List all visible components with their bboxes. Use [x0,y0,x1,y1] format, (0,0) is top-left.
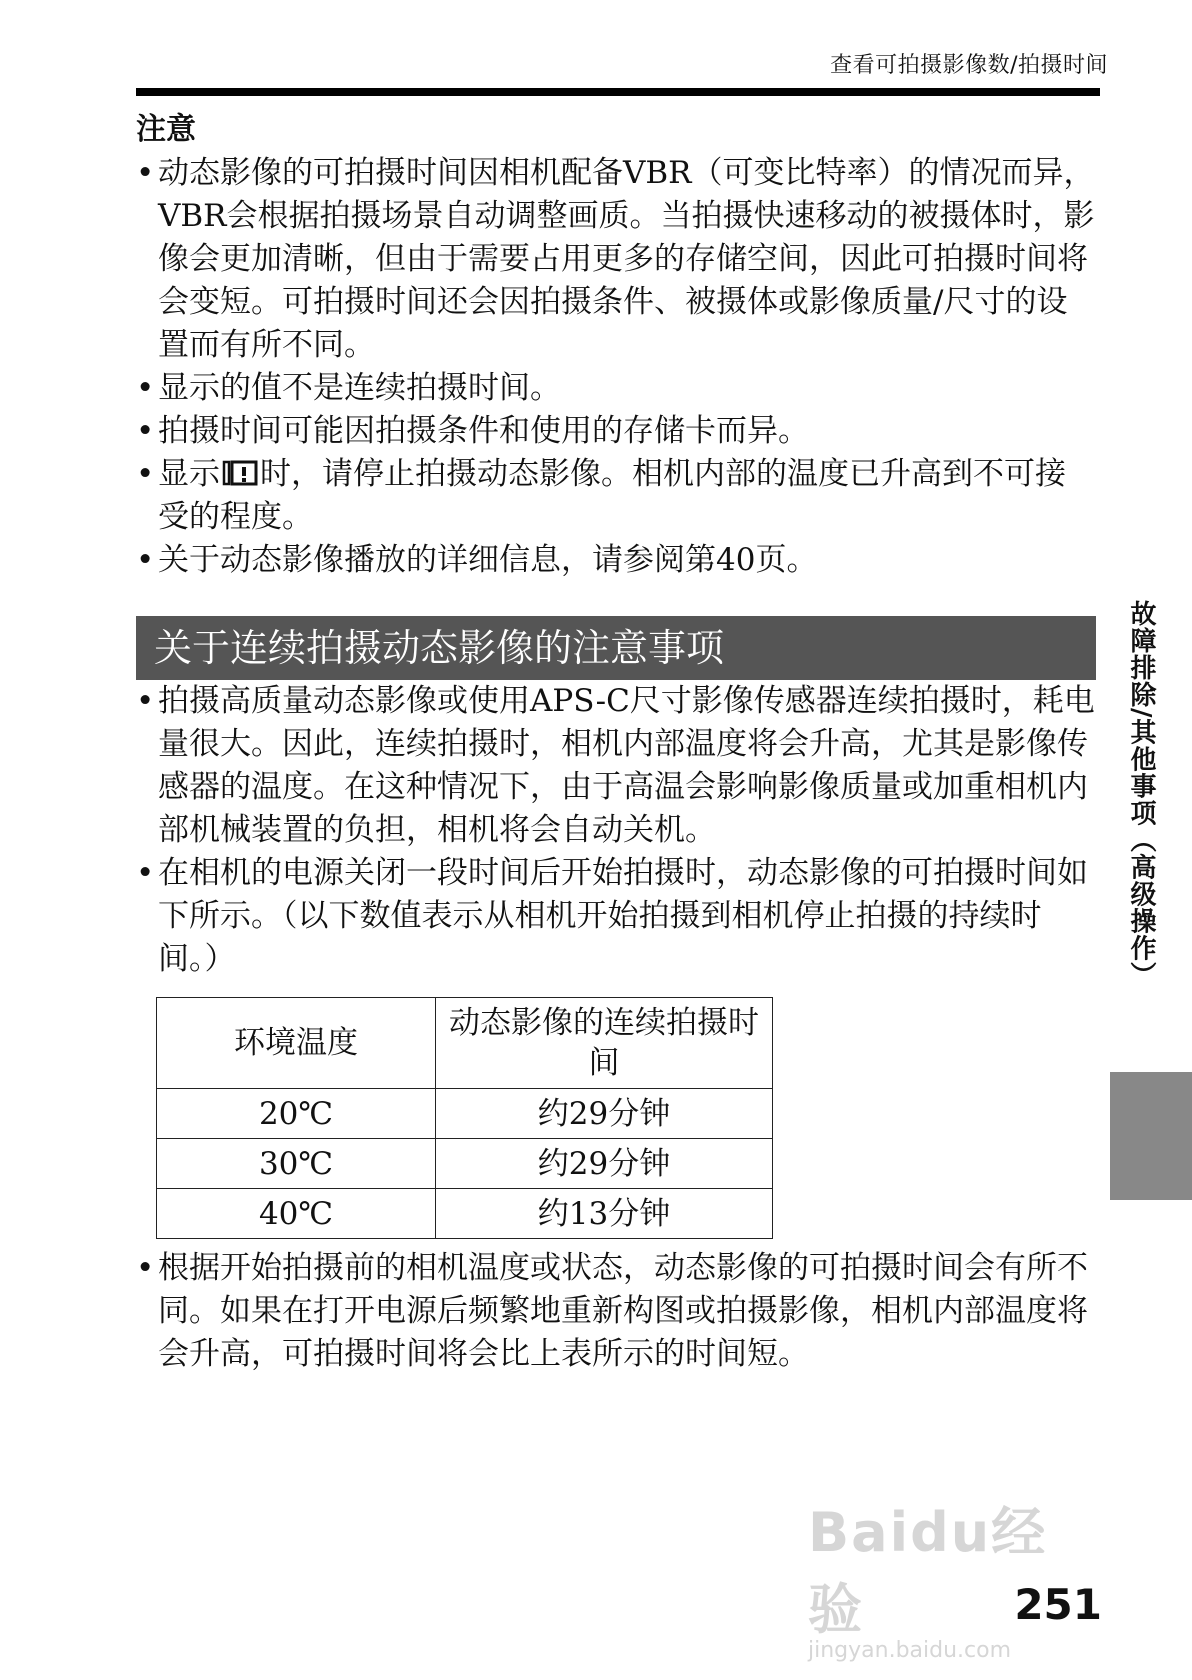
final-note-list [136,1247,1096,1376]
note-item-card-dependent: • 拍摄时间可能因拍摄条件和使用的存储卡而异。 [136,410,1096,453]
recording-time-table [156,997,773,1239]
note-item-overheat [136,453,1096,539]
table-header-row [157,998,773,1089]
table-row [157,1089,773,1139]
overheat-warning-icon [222,459,258,487]
section-item-power-consumption: • 拍摄高质量动态影像或使用APS-C尺寸影像传感器连续拍摄时，耗电量很大。因此，连续拍摄时，相机内部温度将会升高，尤其是影像传感器的温度。在这种情况下，由于高温会影响影像质量或加重相机内部机械装置的负担，相机将会自动关机。 [136,680,1096,852]
side-chapter-tab: 故障排除/其他事项（高级操作） [1126,600,1156,989]
table-cell-temperature: 40℃ [157,1189,436,1239]
table-row [157,1139,773,1189]
table-cell-temperature: 20℃ [157,1089,436,1139]
header-ambient-temperature: 环境温度 [157,998,436,1089]
section-list [136,680,1096,981]
header-rule [136,88,1100,96]
section-title-banner: 关于连续拍摄动态影像的注意事项 [136,616,1096,680]
table-cell-temperature: 30℃ [157,1139,436,1189]
running-header: 查看可拍摄影像数/拍摄时间 [830,53,1108,78]
page-content [136,110,1096,1376]
note-heading: 注意 [136,112,196,147]
note-item-playback-ref: • 关于动态影像播放的详细信息，请参阅第40页。 [136,539,1096,582]
note-item-not-continuous: • 显示的值不是连续拍摄时间。 [136,367,1096,410]
table-cell-duration: 约29分钟 [436,1089,773,1139]
table-cell-duration: 约29分钟 [436,1139,773,1189]
header-continuous-time: 动态影像的连续拍摄时间 [436,998,773,1089]
note-item-vbr: • 动态影像的可拍摄时间因相机配备VBR（可变比特率）的情况而异，VBR会根据拍摄场景自动调整画质。当拍摄快速移动的被摄体时，影像会更加清晰，但由于需要占用更多的存储空间，因此可拍摄时间将会变短。可拍摄时间还会因拍摄条件、被摄体或影像质量/尺寸的设置而有所不同。 [136,152,1096,367]
watermark-brand: Baidu经验 [808,1501,1048,1641]
chapter-thumb-marker [1110,1072,1192,1200]
overheat-text-before: 显示 [158,456,220,492]
section-item-recording-time: • 在相机的电源关闭一段时间后开始拍摄时，动态影像的可拍摄时间如下所示。（以下数值表示从相机开始拍摄到相机停止拍摄的持续时间。） [136,852,1096,981]
note-list [136,152,1096,582]
watermark-url: jingyan.baidu.com [808,1638,1012,1663]
overheat-text-after: 时，请停止拍摄动态影像。相机内部的温度已升高到不可接受的程度。 [158,456,1066,535]
page-number: 251 [1014,1580,1102,1629]
table-cell-duration: 约13分钟 [436,1189,773,1239]
table-row [157,1189,773,1239]
section-item-temperature-variation: • 根据开始拍摄前的相机温度或状态，动态影像的可拍摄时间会有所不同。如果在打开电源后频繁地重新构图或拍摄影像，相机内部温度将会升高，可拍摄时间将会比上表所示的时间短。 [136,1247,1096,1376]
